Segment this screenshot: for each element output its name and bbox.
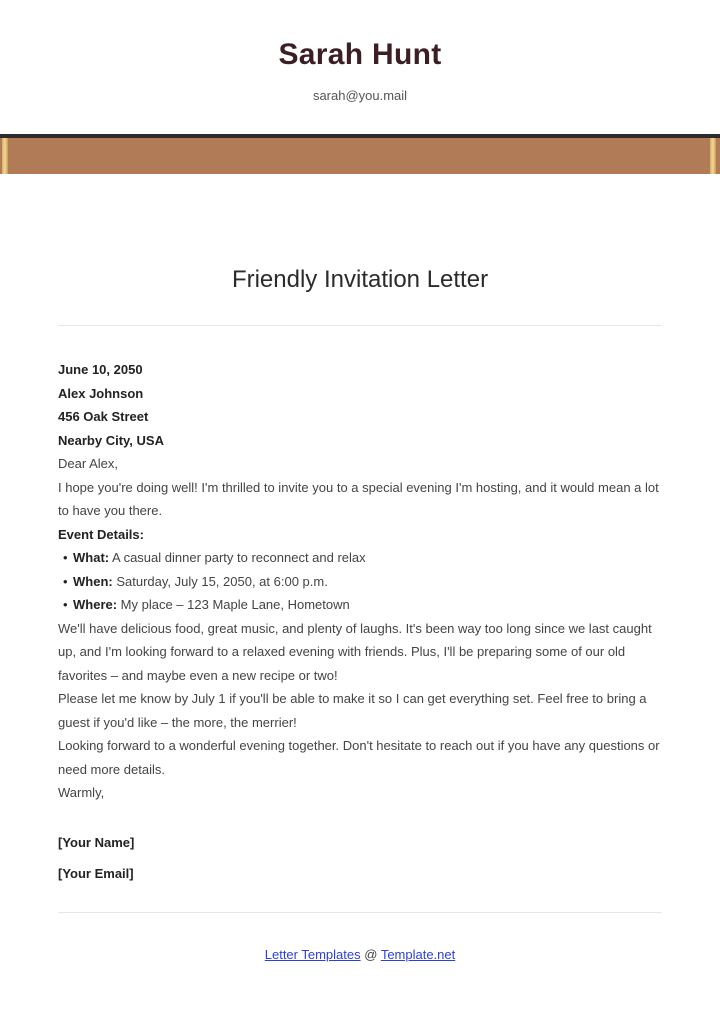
sender-name: Sarah Hunt [278,38,442,71]
document-title: Friendly Invitation Letter [231,266,489,293]
header-color-band [0,138,720,174]
list-item [58,593,668,617]
letter-templates-link[interactable]: Letter Templates [264,947,361,962]
detail-value: My place – 123 Maple Lane, Hometown [117,597,350,612]
event-details-list [58,546,668,617]
letter-body [58,358,668,889]
intro-paragraph: I hope you're doing well! I'm thrilled to invite you to a special evening I'm hosting, and it would mean a lot to have you there. [58,479,659,518]
recipient-name: Alex Johnson [58,385,144,401]
detail-label: When: [73,573,113,589]
body-paragraph-1: We'll have delicious food, great music, and plenty of laughs. It's been way too long since we last caught up, and I'm looking forward to a relaxed evening with friends. Plus, I'll be preparing some of our old favorites – and maybe even a new recipe or two! [58,620,652,683]
band-left-accent [2,138,8,174]
signature-gap [58,805,668,827]
sender-email: sarah@you.mail [312,88,408,103]
list-item [58,570,668,594]
list-item [58,546,668,570]
body-paragraph-3: Looking forward to a wonderful evening together. Don't hesitate to reach out if you have any questions or need more details. [58,738,660,777]
footer-separator: @ [360,947,381,962]
detail-value: A casual dinner party to reconnect and relax [109,550,366,565]
signature-name: [Your Name] [58,834,135,850]
closing: Warmly, [58,785,105,800]
letterhead [0,0,720,134]
footer-divider [58,912,662,913]
signature-email: [Your Email] [58,865,134,881]
recipient-city: Nearby City, USA [58,432,164,448]
band-right-accent [710,138,716,174]
recipient-street: 456 Oak Street [58,409,149,424]
greeting: Dear Alex, [58,456,118,471]
footer [0,947,720,962]
body-paragraph-2: Please let me know by July 1 if you'll be able to make it so I can get everything set. Feel free to bring a guest if you'd like – the more, the merrier! [58,691,647,730]
detail-label: What: [73,550,110,565]
title-divider [58,325,662,326]
template-net-link[interactable]: Template.net [380,947,456,962]
detail-label: Where: [73,597,118,612]
event-details-heading: Event Details: [58,526,144,542]
letter-date: June 10, 2050 [58,362,143,377]
detail-value: Saturday, July 15, 2050, at 6:00 p.m. [112,573,328,589]
